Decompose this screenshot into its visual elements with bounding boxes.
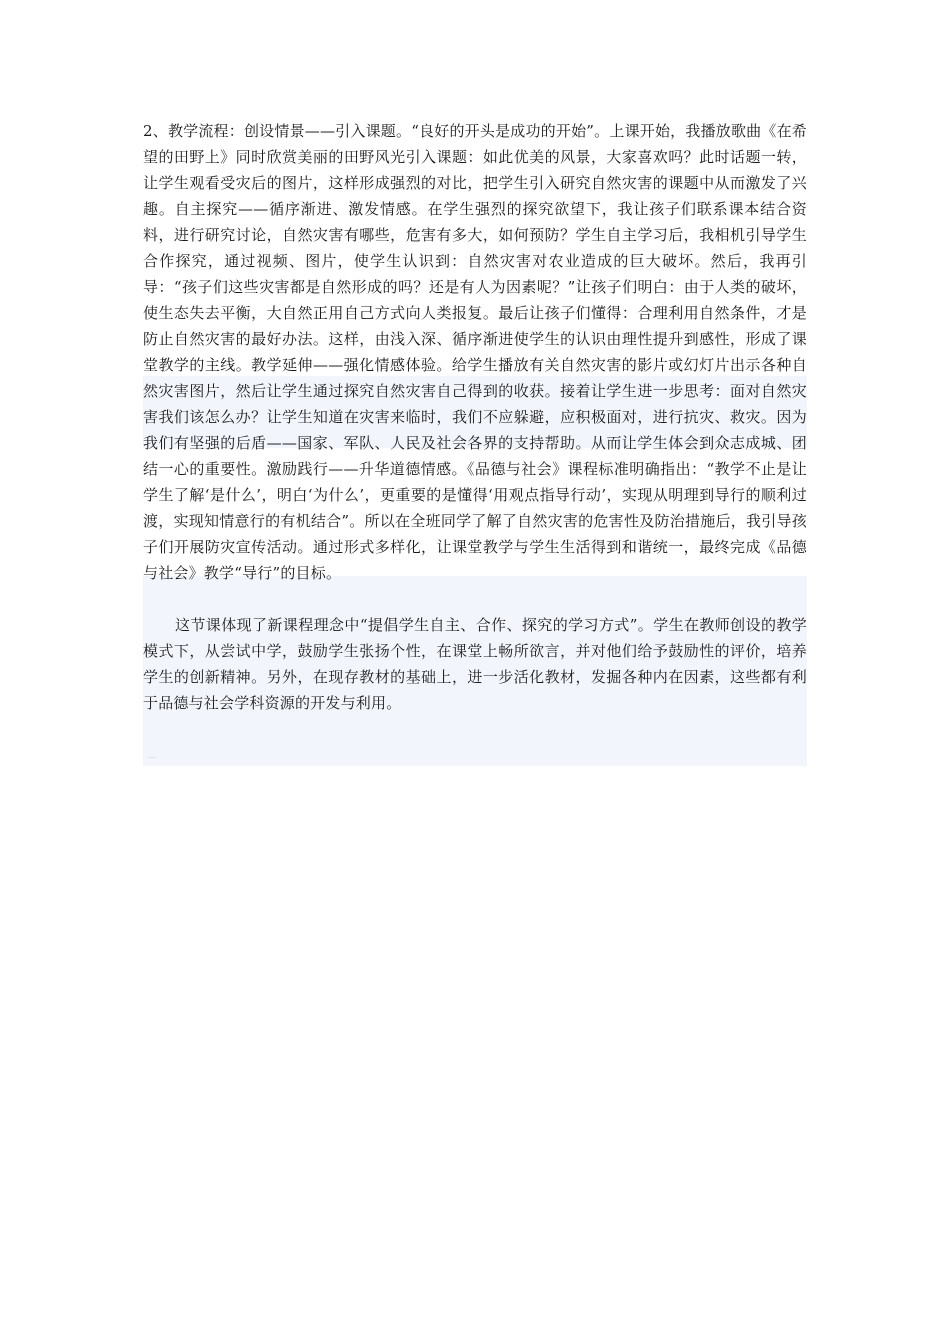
page-end-mark — [147, 757, 157, 758]
paragraph-summary: 这节课体现了新课程理念中“提倡学生自主、合作、探究的学习方式”。学生在教师创设的教学模式下，从尝试中学，鼓励学生张扬个性，在课堂上畅所欲言，并对他们给予鼓励性的评价，培养学生的创新精神。另外，在现存教材的基础上，进一步活化教材，发掘各种内在因素，这些都有利于品德与社会学科资源的开发与利用。 — [143, 616, 807, 712]
document-body — [143, 118, 807, 766]
text-column — [143, 118, 807, 716]
paragraph-teaching-process: 2、教学流程：创设情景——引入课题。“良好的开头是成功的开始”。上课开始，我播放歌曲《在希望的田野上》同时欣赏美丽的田野风光引入课题：如此优美的风景，大家喜欢吗？此时话题一转，让学生观看受灾后的图片，这样形成强烈的对比，把学生引入研究自然灾害的课题中从而激发了兴趣。自主探究——循序渐进、激发情感。在学生强烈的探究欲望下，我让孩子们联系课本结合资料，进行研究讨论，自然灾害有哪些，危害有多大，如何预防？学生自主学习后，我相机引导学生合作探究，通过视频、图片，使学生认识到：自然灾害对农业造成的巨大破坏。然后，我再引导：“孩子们这些灾害都是自然形成的吗？还是有人为因素呢？”让孩子们明白：由于人类的破坏，使生态失去平衡，大自然正用自己方式向人类报复。最后让孩子们懂得：合理利用自然条件，才是防止自然灾害的最好办法。这样，由浅入深、循序渐进使学生的认识由理性提升到感性，形成了课堂教学的主线。教学延伸——强化情感体验。给学生播放有关自然灾害的影片或幻灯片出示各种自然灾害图片，然后让学生通过探究自然灾害自己得到的收获。接着让学生进一步思考：面对自然灾害我们该怎么办？让学生知道在灾害来临时，我们不应躲避，应积极面对，进行抗灾、救灾。因为我们有坚强的后盾——国家、军队、人民及社会各界的支持帮助。从而让学生体会到众志成城、团结一心的重要性。激励践行——升华道德情感。《品德与社会》课程标准明确指出：“教学不止是让学生了解‘是什么’，明白‘为什么’，更重要的是懂得‘用观点指导行动’，实现从明理到导行的顺利过渡，实现知情意行的有机结合”。所以在全班同学了解了自然灾害的危害性及防治措施后，我引导孩子们开展防灾宣传活动。通过形式多样化，让课堂教学与学生生活得到和谐统一，最终完成《品德与社会》教学“导行”的目标。 — [143, 122, 807, 582]
